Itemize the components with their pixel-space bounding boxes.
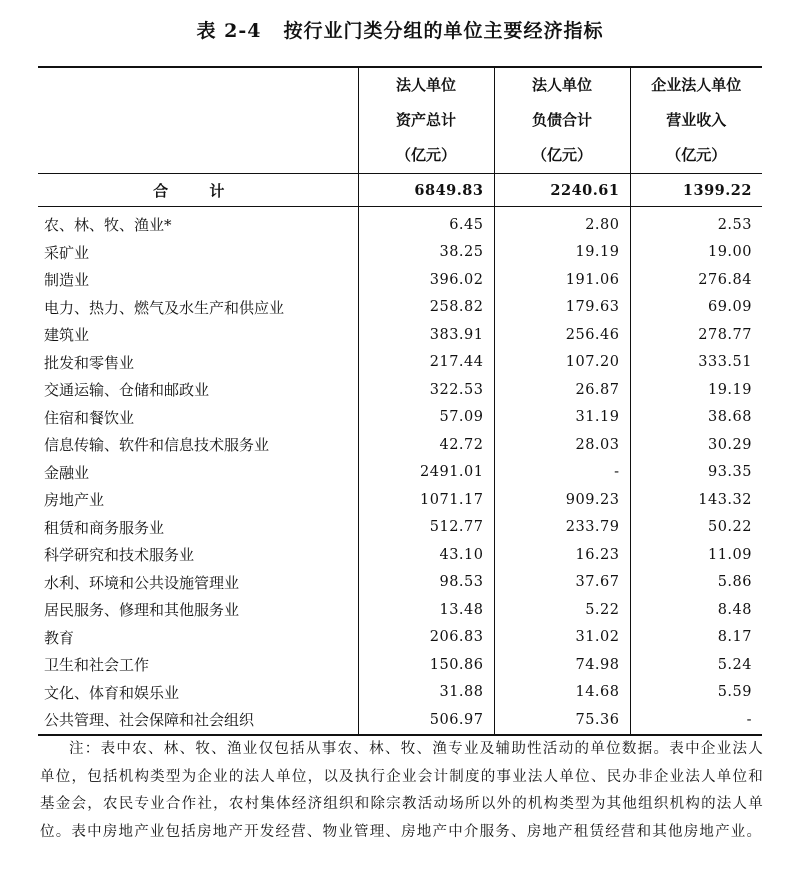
footnote: 注：表中农、林、牧、渔业仅包括从事农、林、牧、渔专业及辅助性活动的单位数据。表中企业法人单位，包括机构类型为企业的法人单位，以及执行企业会计制度的事业法人单位、民办非企业法人单位和基金会，农民专业合作社，农村集体经济组织和除宗教活动场所以外的机构类型为其他组织机构的法人单位。表中房地产业包括房地产开发经营、物业管理、房地产中介服务、房地产租赁经营和其他房地产业。 [40,741,764,840]
indicators-table [38,66,762,736]
revenue-value: 333.51 [630,349,762,377]
revenue-value: 19.00 [630,239,762,267]
liabilities-value: 5.22 [494,596,630,624]
table-row [38,266,762,294]
total-liabilities: 2240.61 [494,174,630,207]
assets-value: 217.44 [358,349,494,377]
liabilities-value: 233.79 [494,514,630,542]
table-row [38,431,762,459]
table-row [38,514,762,542]
total-assets: 6849.83 [358,174,494,207]
revenue-value: 11.09 [630,541,762,569]
liabilities-value: - [494,459,630,487]
liabilities-value: 31.02 [494,624,630,652]
assets-value: 1071.17 [358,486,494,514]
revenue-value: 5.86 [630,569,762,597]
industry-label: 卫生和社会工作 [44,656,150,675]
revenue-value: 5.24 [630,651,762,679]
revenue-value: 50.22 [630,514,762,542]
revenue-value: 93.35 [630,459,762,487]
total-row [38,174,762,207]
table-row [38,376,762,404]
assets-value: 506.97 [358,706,494,735]
table-row [38,459,762,487]
header-blank [38,67,358,174]
revenue-value: 2.53 [630,207,762,239]
industry-label: 信息传输、软件和信息技术服务业 [44,436,270,455]
liabilities-value: 191.06 [494,266,630,294]
industry-label: 文化、体育和娱乐业 [44,683,180,702]
assets-value: 57.09 [358,404,494,432]
revenue-value: 278.77 [630,321,762,349]
header-line: 企业法人单位 [651,76,742,94]
liabilities-value: 75.36 [494,706,630,735]
header-assets [358,67,494,174]
revenue-value: 8.48 [630,596,762,624]
revenue-value: 276.84 [630,266,762,294]
liabilities-value: 107.20 [494,349,630,377]
industry-label: 水利、环境和公共设施管理业 [44,573,240,592]
liabilities-value: 26.87 [494,376,630,404]
liabilities-value: 74.98 [494,651,630,679]
revenue-value: 143.32 [630,486,762,514]
industry-label: 电力、热力、燃气及水生产和供应业 [44,298,285,317]
industry-label: 科学研究和技术服务业 [44,546,195,565]
table-row [38,624,762,652]
table-row [38,486,762,514]
revenue-value: 38.68 [630,404,762,432]
table-row [38,321,762,349]
industry-label: 采矿业 [44,243,90,262]
table-row [38,596,762,624]
assets-value: 6.45 [358,207,494,239]
total-label: 合 计 [38,174,358,207]
total-revenue: 1399.22 [630,174,762,207]
assets-value: 322.53 [358,376,494,404]
assets-value: 150.86 [358,651,494,679]
assets-value: 512.77 [358,514,494,542]
table-row [38,706,762,735]
liabilities-value: 256.46 [494,321,630,349]
table-row [38,294,762,322]
assets-value: 206.83 [358,624,494,652]
assets-value: 43.10 [358,541,494,569]
table-row [38,651,762,679]
assets-value: 2491.01 [358,459,494,487]
industry-label: 租赁和商务服务业 [44,518,165,537]
revenue-value: 19.19 [630,376,762,404]
industry-label: 建筑业 [44,326,90,345]
table-row [38,404,762,432]
header-line: 资产总计 [395,111,456,129]
liabilities-value: 37.67 [494,569,630,597]
header-unit: （亿元） [395,146,456,164]
revenue-value: 69.09 [630,294,762,322]
header-line: 营业收入 [666,111,727,129]
table-row [38,239,762,267]
assets-value: 396.02 [358,266,494,294]
header-unit: （亿元） [531,146,592,164]
page-title [0,16,800,43]
header-row [38,67,762,174]
table-row [38,207,762,239]
header-line: 法人单位 [395,76,456,94]
liabilities-value: 14.68 [494,679,630,707]
table-row [38,541,762,569]
liabilities-value: 909.23 [494,486,630,514]
industry-label: 公共管理、社会保障和社会组织 [38,706,358,735]
industry-label: 房地产业 [44,491,105,510]
liabilities-value: 28.03 [494,431,630,459]
assets-value: 13.48 [358,596,494,624]
industry-label: 批发和零售业 [44,353,135,372]
assets-value: 38.25 [358,239,494,267]
assets-value: 31.88 [358,679,494,707]
industry-label: 居民服务、修理和其他服务业 [44,601,240,620]
revenue-value: 30.29 [630,431,762,459]
liabilities-value: 179.63 [494,294,630,322]
industry-label: 农、林、牧、渔业* [44,216,172,235]
assets-value: 383.91 [358,321,494,349]
table-row [38,349,762,377]
table-row [38,569,762,597]
liabilities-value: 31.19 [494,404,630,432]
liabilities-value: 19.19 [494,239,630,267]
revenue-value: 5.59 [630,679,762,707]
header-unit: （亿元） [666,146,727,164]
liabilities-value: 2.80 [494,207,630,239]
industry-label: 住宿和餐饮业 [44,408,135,427]
industry-label: 制造业 [44,271,90,290]
assets-value: 258.82 [358,294,494,322]
header-line: 法人单位 [531,76,592,94]
assets-value: 98.53 [358,569,494,597]
header-line: 负债合计 [531,111,592,129]
revenue-value: 8.17 [630,624,762,652]
header-liabilities [494,67,630,174]
industry-label: 金融业 [44,463,90,482]
table-title-text: 按行业门类分组的单位主要经济指标 [283,20,604,42]
table-row [38,679,762,707]
assets-value: 42.72 [358,431,494,459]
table-number: 表 2-4 [196,20,262,42]
industry-label: 交通运输、仓储和邮政业 [44,381,210,400]
header-revenue [630,67,762,174]
liabilities-value: 16.23 [494,541,630,569]
industry-label: 教育 [44,628,75,647]
revenue-value: - [630,706,762,735]
